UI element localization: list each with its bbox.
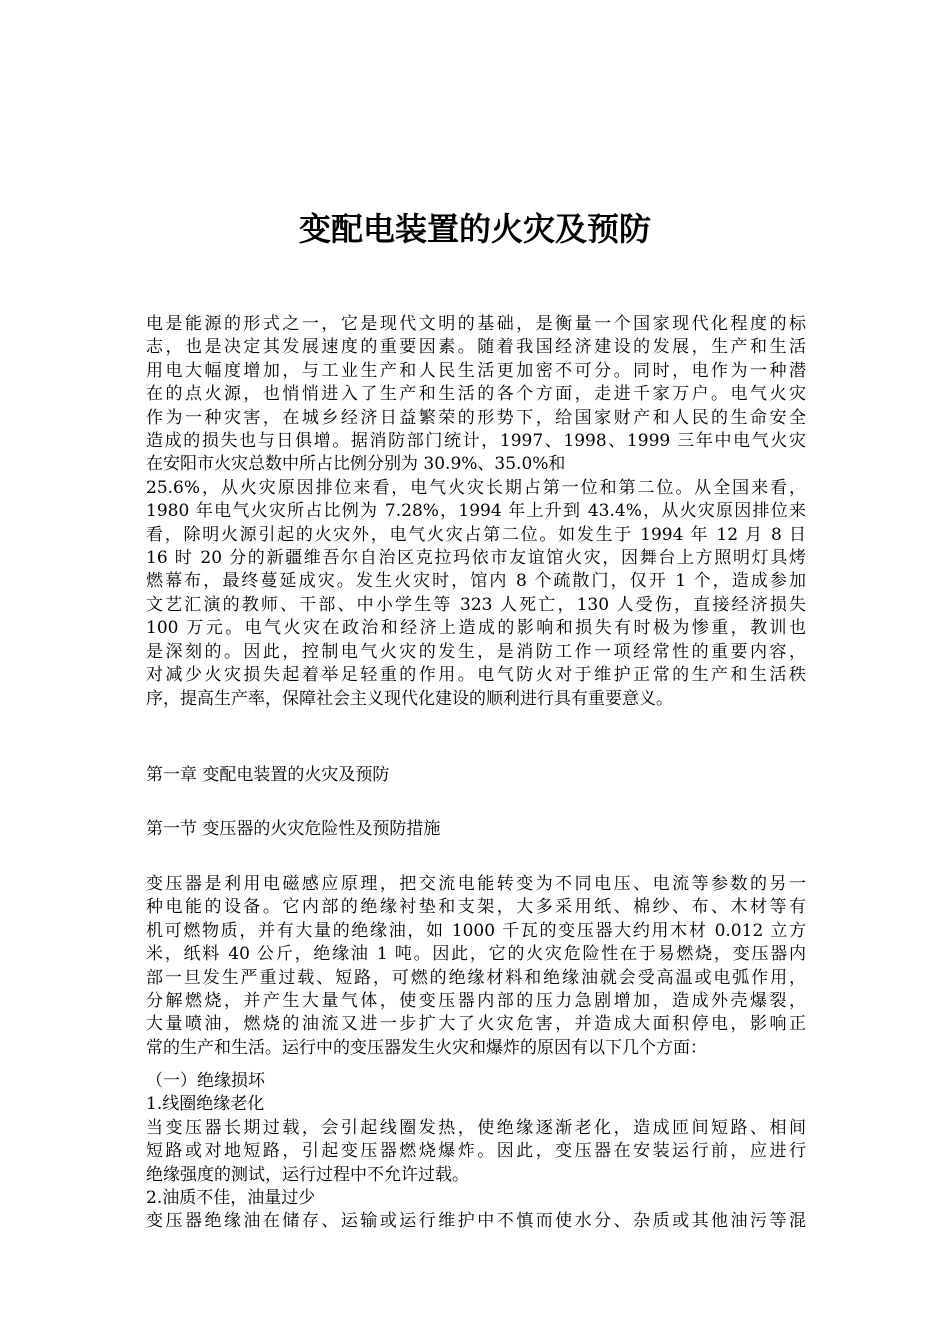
intro-line: 造成的损失也与日俱增。据消防部门统计，1997、1998、1999 三年中电气火灾 [146,431,806,452]
transformer-line: 变压器是利用电磁感应原理，把交流电能转变为不同电压、电流等参数的另一 [146,874,806,894]
transformer-line: 常的生产和生活。运行中的变压器发生火灾和爆炸的原因有以下几个方面： [146,1037,707,1058]
intro-line: 志，也是决定其发展速度的重要因素。随着我国经济建设的发展，生产和生活 [146,337,806,358]
intro-line: 16 时 20 分的新疆维吾尔自治区克拉玛依市友谊馆火灾，因舞台上方照明灯具烤 [146,548,806,569]
intro-line: 对减少火灾损失起着举足轻重的作用。电气防火对于维护正常的生产和生活秩 [146,665,806,686]
document-title: 变配电装置的火灾及预防 [298,210,651,248]
transformer-line: 部一旦发生严重过载、短路，可燃的绝缘材料和绝缘油就会受高温或电弧作用， [146,967,806,988]
item-heading: 2.油质不佳，油量过少 [146,1188,316,1209]
chapter-heading: 第一章 变配电装置的火灾及预防 [146,765,390,785]
intro-line: 看，除明火源引起的火灾外，电气火灾占第二位。如发生于 1994 年 12 月 8 日 [146,524,806,545]
item-line: 变压器绝缘油在储存、运输或运行维护中不慎而使水分、杂质或其他油污等混 [146,1211,806,1232]
item-line: 绝缘强度的测试，运行过程中不允许过载。 [146,1164,469,1185]
insulation-damage-section [146,1070,806,1234]
item-heading: 1.线圈绝缘老化 [146,1094,265,1115]
intro-line: 在安阳市火灾总数中所占比例分别为 30.9%、35.0%和 [146,454,566,475]
intro-line: 电是能源的形式之一，它是现代文明的基础，是衡量一个国家现代化程度的标 [146,314,806,334]
intro-line: 文艺汇演的教师、干部、中小学生等 323 人死亡，130 人受伤，直接经济损失 [146,594,806,615]
intro-line: 是深刻的。因此，控制电气火灾的发生，是消防工作一项经常性的重要内容， [146,641,806,662]
transformer-line: 分解燃烧，并产生大量气体，使变压器内部的压力急剧增加，造成外壳爆裂， [146,991,806,1012]
transformer-line: 机可燃物质，并有大量的绝缘油，如 1000 千瓦的变压器大约用木材 0.012 立方 [146,920,806,941]
intro-line: 燃幕布，最终蔓延成灾。发生火灾时，馆内 8 个疏散门，仅开 1 个，造成参加 [146,571,806,592]
intro-line: 100 万元。电气火灾在政治和经济上造成的影响和损失有时极为惨重，教训也 [146,618,806,639]
intro-line: 作为一种灾害，在城乡经济日益繁荣的形势下，给国家财产和人民的生命安全 [146,407,806,428]
item-line: 当变压器长期过载，会引起线圈发热，使绝缘逐渐老化，造成匝间短路、相间 [146,1117,806,1138]
intro-paragraph [146,313,806,711]
transformer-paragraph [146,873,806,1060]
intro-line: 25.6%，从火灾原因排位来看，电气火灾长期占第一位和第二位。从全国来看， [146,477,806,498]
transformer-line: 大量喷油，燃烧的油流又进一步扩大了火灾危害，并造成大面积停电，影响正 [146,1014,806,1035]
transformer-line: 米，纸料 40 公斤，绝缘油 1 吨。因此，它的火灾危险性在于易燃烧，变压器内 [146,944,806,965]
section-heading: 第一节 变压器的火灾危险性及预防措施 [146,819,441,839]
item-line: 短路或对地短路，引起变压器燃烧爆炸。因此，变压器在安装运行前，应进行 [146,1141,806,1162]
intro-line: 在的点火源，也悄悄进入了生产和生活的各个方面，走进千家万户。电气火灾 [146,384,806,405]
intro-line: 用电大幅度增加，与工业生产和人民生活更加密不可分。同时，电作为一种潜 [146,360,806,381]
intro-line: 1980 年电气火灾所占比例为 7.28%，1994 年上升到 43.4%，从火灾原因排位来 [146,501,806,522]
subsection-heading: （一）绝缘损坏 [146,1071,265,1091]
transformer-line: 种电能的设备。它内部的绝缘衬垫和支架，大多采用纸、棉纱、布、木材等有 [146,897,806,918]
intro-line: 序，提高生产率，保障社会主义现代化建设的顺利进行具有重要意义。 [146,688,673,709]
